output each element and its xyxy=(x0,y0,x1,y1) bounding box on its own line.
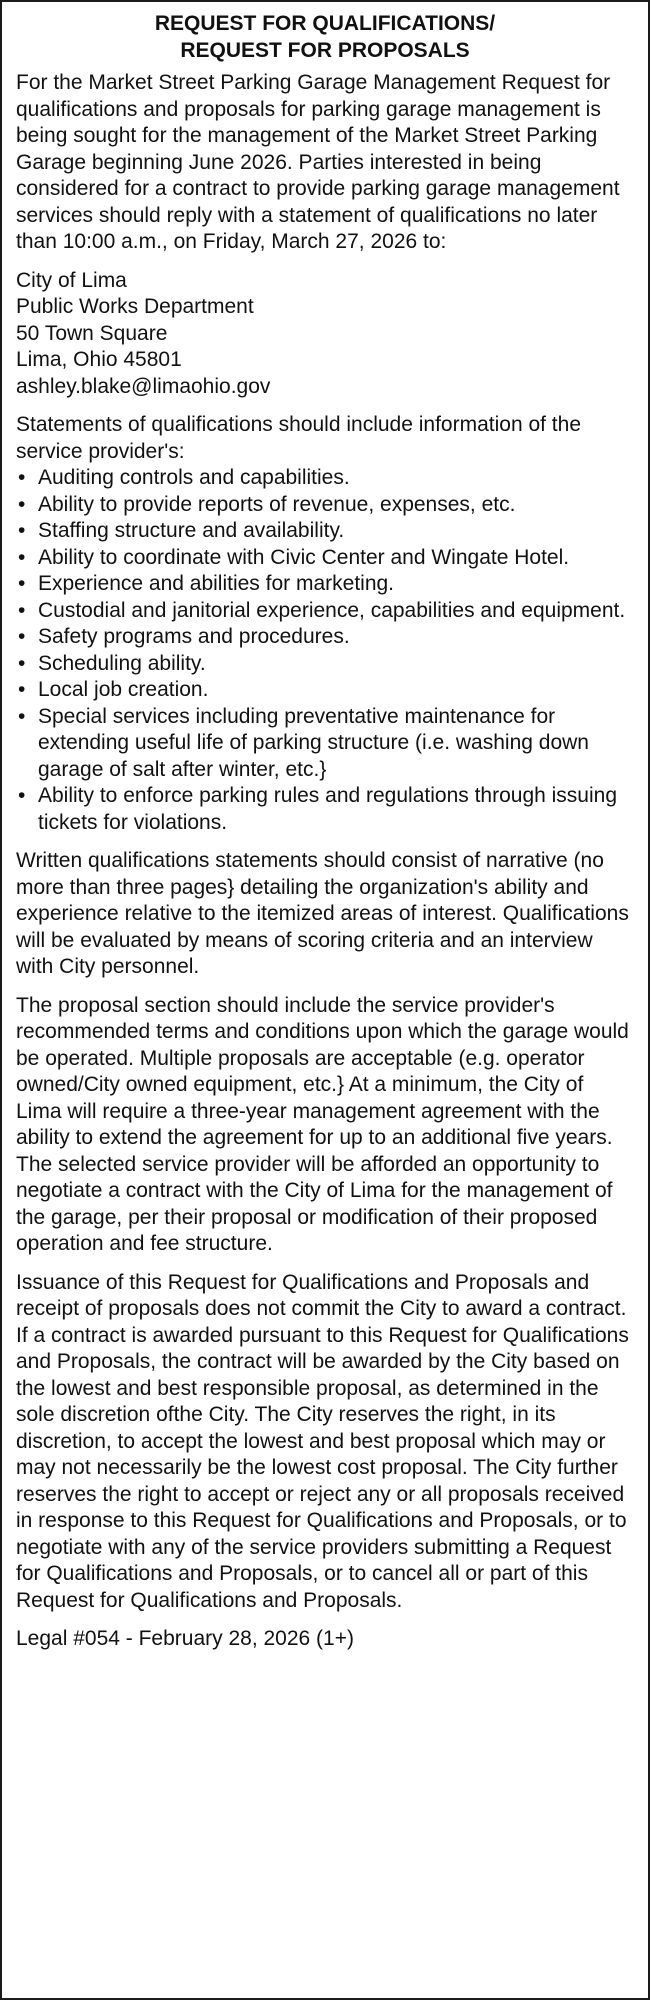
criteria-list xyxy=(16,465,634,836)
criteria-item: • Ability to coordinate with Civic Center and Wingate Hotel. xyxy=(16,545,634,572)
criteria-item: • Safety programs and procedures. xyxy=(16,624,634,651)
issuance-paragraph: Issuance of this Request for Qualifications and Proposals and receipt of proposals does not commit the City to award a contract. If a contract is awarded pursuant to this Request for Qualifications and Proposals, the contract will be awarded by the City based on the lowest and best responsible proposal, as determined in the sole discretion ofthe City. The City reserves the right, in its discretion, to accept the lowest and best proposal which may or may not necessarily be the lowest cost proposal. The City further reserves the right to accept or reject any or all proposals received in response to this Request for Qualifications and Proposals, or to negotiate with any of the service providers submitting a Request for Qualifications and Proposals, or to cancel all or part of this Request for Qualifications and Proposals. xyxy=(16,1270,629,1612)
address-line: City of Lima xyxy=(16,268,127,292)
address-line: 50 Town Square xyxy=(16,321,168,345)
criteria-item: • Auditing controls and capabilities. xyxy=(16,465,634,492)
address-block xyxy=(16,268,634,401)
proposal-section-paragraph: The proposal section should include the service provider's recommended terms and conditions upon which the garage would be operated. Multiple proposals are acceptable (e.g. operator owned/City owned equipment, etc.} At a minimum, the City of Lima will require a three-year management agreement with the ability to extend the agreement for up to an additional five years. The selected service provider will be afforded an opportunity to negotiate a contract with the City of Lima for the management of the garage, per their proposal or modification of their proposed operation and fee structure. xyxy=(16,993,629,1255)
notice-title xyxy=(16,10,634,64)
criteria-intro: Statements of qualifications should include information of the service provider's: xyxy=(16,413,582,463)
title-line-2: REQUEST FOR PROPOSALS xyxy=(180,39,470,62)
email-address: ashley.blake@limaohio.gov xyxy=(16,374,271,398)
criteria-item: • Staffing structure and availability. xyxy=(16,518,634,545)
criteria-item: • Special services including preventative maintenance for extending useful life of parking structure (i.e. washing down garage of salt after winter, etc.} xyxy=(16,704,634,784)
intro-paragraph: For the Market Street Parking Garage Management Request for qualifications and proposals for parking garage management is being sought for the management of the Market Street Parking Garage beginning June 2026. Parties interested in being considered for a contract to provide parking garage management services should reply with a statement of qualifications no later than 10:00 a.m., on Friday, March 27, 2026 to: xyxy=(16,71,620,253)
criteria-item: • Scheduling ability. xyxy=(16,651,634,678)
legal-line: Legal #054 - February 28, 2026 (1+) xyxy=(16,1627,354,1650)
address-line: Lima, Ohio 45801 xyxy=(16,348,182,371)
criteria-item: • Experience and abilities for marketing. xyxy=(16,571,634,598)
title-line-1: REQUEST FOR QUALIFICATIONS/ xyxy=(154,12,496,35)
criteria-item: • Local job creation. xyxy=(16,677,634,704)
written-qualifications-paragraph: Written qualifications statements should consist of narrative (no more than three pages} detailing the organization's ability and experience relative to the itemized areas of interest. Qualifications will be evaluated by means of scoring criteria and an interview with City personnel. xyxy=(16,849,629,978)
criteria-item: • Ability to provide reports of revenue, expenses, etc. xyxy=(16,492,634,519)
criteria-item: • Custodial and janitorial experience, capabilities and equipment. xyxy=(16,598,634,625)
address-line: Public Works Department xyxy=(16,295,254,318)
criteria-item: • Ability to enforce parking rules and regulations through issuing tickets for violations. xyxy=(16,783,634,836)
